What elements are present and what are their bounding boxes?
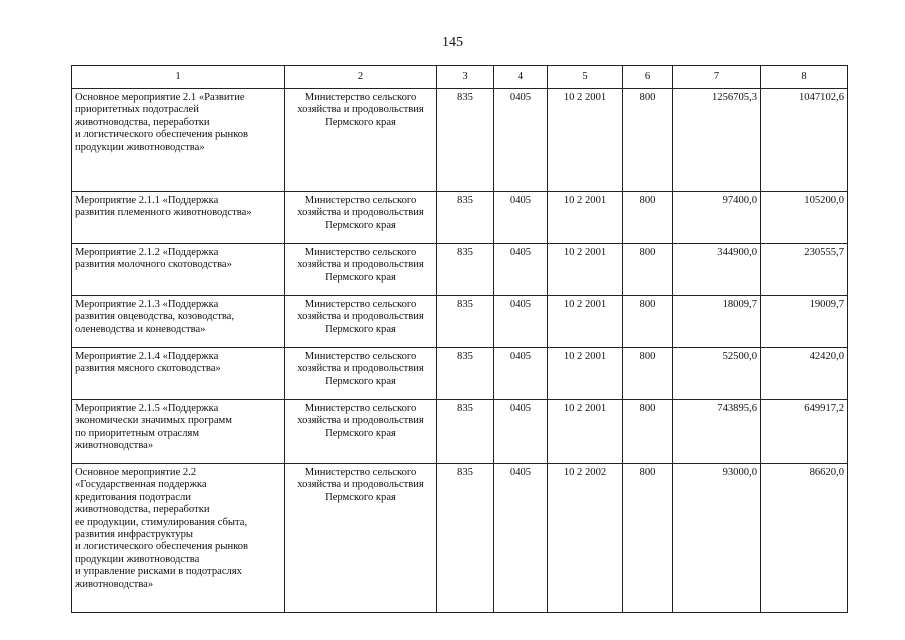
- amount-cell: 344900,0: [673, 244, 761, 296]
- section-code-cell: 0405: [494, 400, 548, 464]
- target-article-cell: 10 2 2001: [548, 348, 623, 400]
- measure-name-cell: Мероприятие 2.1.4 «Поддержка развития мясного скотоводства»: [72, 348, 285, 400]
- table-row: [72, 244, 848, 296]
- amount-cell: 230555,7: [761, 244, 848, 296]
- amount-cell: 52500,0: [673, 348, 761, 400]
- ministry-code-cell: 835: [437, 464, 494, 613]
- measure-name-cell: Основное мероприятие 2.2 «Государственная поддержка кредитования подотрасли животноводства, переработки ее продукции, стимулирования сбыта, развития инфраструктуры и логистического обеспечения рынков продукции животноводства и управление рисками в подотраслях животноводства»: [72, 464, 285, 613]
- page-number: 145: [442, 35, 463, 50]
- section-code-cell: 0405: [494, 192, 548, 244]
- amount-cell: 86620,0: [761, 464, 848, 613]
- ministry-code-cell: 835: [437, 296, 494, 348]
- responsible-body-cell: Министерство сельского хозяйства и продовольствия Пермского края: [285, 296, 437, 348]
- column-header: 8: [761, 66, 848, 89]
- responsible-body-cell: Министерство сельского хозяйства и продовольствия Пермского края: [285, 400, 437, 464]
- target-article-cell: 10 2 2001: [548, 244, 623, 296]
- target-article-cell: 10 2 2002: [548, 464, 623, 613]
- target-article-cell: 10 2 2001: [548, 89, 623, 192]
- section-code-cell: 0405: [494, 89, 548, 192]
- expense-type-cell: 800: [623, 296, 673, 348]
- target-article-cell: 10 2 2001: [548, 400, 623, 464]
- table-row: [72, 348, 848, 400]
- target-article-cell: 10 2 2001: [548, 192, 623, 244]
- column-header: 7: [673, 66, 761, 89]
- amount-cell: 97400,0: [673, 192, 761, 244]
- table-row: [72, 464, 848, 613]
- column-header: 5: [548, 66, 623, 89]
- amount-cell: 93000,0: [673, 464, 761, 613]
- section-code-cell: 0405: [494, 348, 548, 400]
- measure-name-cell: Мероприятие 2.1.5 «Поддержка экономически значимых программ по приоритетным отраслям животноводства»: [72, 400, 285, 464]
- column-header: 2: [285, 66, 437, 89]
- expense-type-cell: 800: [623, 348, 673, 400]
- amount-cell: 18009,7: [673, 296, 761, 348]
- measure-name-cell: Основное мероприятие 2.1 «Развитие приоритетных подотраслей животноводства, переработки и логистического обеспечения рынков продукции животноводства»: [72, 89, 285, 192]
- table-row: [72, 192, 848, 244]
- amount-cell: 42420,0: [761, 348, 848, 400]
- measure-name-cell: Мероприятие 2.1.3 «Поддержка развития овцеводства, козоводства, оленеводства и коневодства»: [72, 296, 285, 348]
- section-code-cell: 0405: [494, 296, 548, 348]
- ministry-code-cell: 835: [437, 244, 494, 296]
- section-code-cell: 0405: [494, 464, 548, 613]
- amount-cell: 1047102,6: [761, 89, 848, 192]
- responsible-body-cell: Министерство сельского хозяйства и продовольствия Пермского края: [285, 89, 437, 192]
- amount-cell: 1256705,3: [673, 89, 761, 192]
- amount-cell: 649917,2: [761, 400, 848, 464]
- section-code-cell: 0405: [494, 244, 548, 296]
- responsible-body-cell: Министерство сельского хозяйства и продовольствия Пермского края: [285, 464, 437, 613]
- ministry-code-cell: 835: [437, 192, 494, 244]
- ministry-code-cell: 835: [437, 348, 494, 400]
- measure-name-cell: Мероприятие 2.1.1 «Поддержка развития племенного животноводства»: [72, 192, 285, 244]
- ministry-code-cell: 835: [437, 89, 494, 192]
- column-header: 6: [623, 66, 673, 89]
- table-row: [72, 296, 848, 348]
- expense-type-cell: 800: [623, 244, 673, 296]
- amount-cell: 743895,6: [673, 400, 761, 464]
- target-article-cell: 10 2 2001: [548, 296, 623, 348]
- measure-name-cell: Мероприятие 2.1.2 «Поддержка развития молочного скотоводства»: [72, 244, 285, 296]
- table-row: [72, 400, 848, 464]
- column-header: 4: [494, 66, 548, 89]
- expense-type-cell: 800: [623, 89, 673, 192]
- responsible-body-cell: Министерство сельского хозяйства и продовольствия Пермского края: [285, 192, 437, 244]
- amount-cell: 19009,7: [761, 296, 848, 348]
- column-header: 3: [437, 66, 494, 89]
- header-row: [72, 66, 848, 89]
- column-header: 1: [72, 66, 285, 89]
- table-row: [72, 89, 848, 192]
- budget-table: [71, 65, 848, 613]
- expense-type-cell: 800: [623, 192, 673, 244]
- expense-type-cell: 800: [623, 400, 673, 464]
- responsible-body-cell: Министерство сельского хозяйства и продовольствия Пермского края: [285, 348, 437, 400]
- ministry-code-cell: 835: [437, 400, 494, 464]
- responsible-body-cell: Министерство сельского хозяйства и продовольствия Пермского края: [285, 244, 437, 296]
- expense-type-cell: 800: [623, 464, 673, 613]
- amount-cell: 105200,0: [761, 192, 848, 244]
